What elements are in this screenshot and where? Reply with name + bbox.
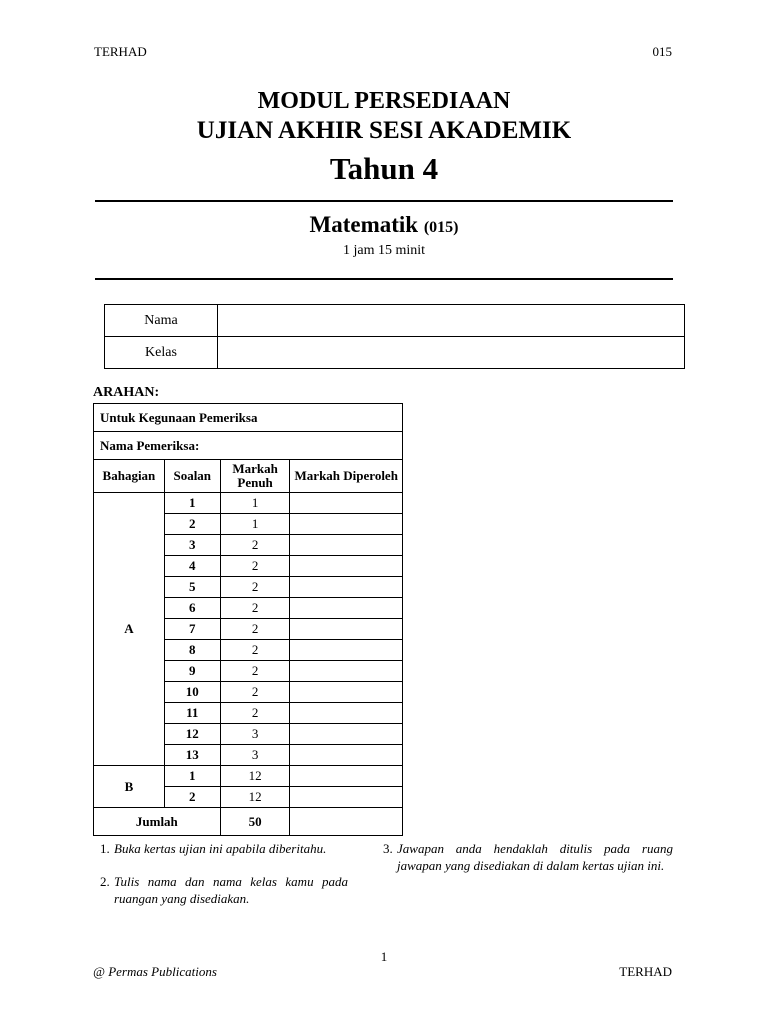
- table-row: [94, 766, 403, 787]
- duration: 1 jam 15 minit: [342, 243, 426, 258]
- instruction-number: 2.: [100, 874, 110, 889]
- header-soalan: Soalan: [164, 460, 220, 493]
- full-marks: 2: [220, 556, 290, 577]
- student-id-table: [104, 304, 685, 369]
- class-label: Kelas: [105, 337, 218, 369]
- total-value: 50: [220, 808, 290, 836]
- footer-classification: TERHAD: [619, 964, 672, 979]
- subject-name: Matematik: [309, 212, 419, 237]
- class-row: [105, 337, 685, 369]
- full-marks: 2: [220, 640, 290, 661]
- question-number: 5: [164, 577, 220, 598]
- obtained-marks-cell[interactable]: [290, 766, 403, 787]
- question-number: 10: [164, 682, 220, 703]
- obtained-marks-cell[interactable]: [290, 661, 403, 682]
- name-row: [105, 305, 685, 337]
- full-marks: 2: [220, 535, 290, 556]
- question-number: 12: [164, 724, 220, 745]
- name-label: Nama: [105, 305, 218, 337]
- question-number: 3: [164, 535, 220, 556]
- obtained-marks-cell[interactable]: [290, 493, 403, 514]
- full-marks: 3: [220, 724, 290, 745]
- instruction-3: [383, 840, 673, 874]
- full-marks: 12: [220, 787, 290, 808]
- obtained-marks-cell[interactable]: [290, 514, 403, 535]
- header-bahagian: Bahagian: [94, 460, 165, 493]
- title-line-1: MODUL PERSEDIAAN: [257, 88, 511, 114]
- question-number: 4: [164, 556, 220, 577]
- question-number: 1: [164, 766, 220, 787]
- divider-bottom: [95, 278, 673, 280]
- obtained-marks-cell[interactable]: [290, 682, 403, 703]
- question-number: 6: [164, 598, 220, 619]
- instruction-text: Buka kertas ujian ini apabila diberitahu.: [114, 841, 327, 856]
- total-obtained-cell[interactable]: [290, 808, 403, 836]
- question-number: 8: [164, 640, 220, 661]
- divider-top: [95, 200, 673, 202]
- full-marks: 2: [220, 661, 290, 682]
- name-field[interactable]: [218, 305, 685, 337]
- obtained-marks-cell[interactable]: [290, 745, 403, 766]
- title-year: Tahun 4: [329, 151, 439, 186]
- page-number: 1: [380, 949, 388, 964]
- obtained-marks-cell[interactable]: [290, 577, 403, 598]
- publisher: @ Permas Publications: [93, 964, 217, 979]
- examiner-use-caption: Untuk Kegunaan Pemeriksa: [94, 404, 403, 432]
- obtained-marks-cell[interactable]: [290, 640, 403, 661]
- full-marks: 12: [220, 766, 290, 787]
- total-label: Jumlah: [94, 808, 221, 836]
- full-marks: 2: [220, 682, 290, 703]
- question-number: 7: [164, 619, 220, 640]
- question-number: 2: [164, 514, 220, 535]
- instruction-1: [100, 840, 348, 857]
- section-a-label: A: [94, 493, 165, 766]
- question-number: 13: [164, 745, 220, 766]
- instruction-2: [100, 873, 348, 907]
- section-b-label: B: [94, 766, 165, 808]
- table-row: [94, 493, 403, 514]
- obtained-marks-cell[interactable]: [290, 535, 403, 556]
- instruction-text: Tulis nama dan nama kelas kamu pada ruangan yang disediakan.: [114, 874, 348, 906]
- title-line-2: UJIAN AKHIR SESI AKADEMIK: [196, 117, 572, 144]
- full-marks: 2: [220, 703, 290, 724]
- obtained-marks-cell[interactable]: [290, 787, 403, 808]
- question-number: 1: [164, 493, 220, 514]
- question-number: 9: [164, 661, 220, 682]
- examiner-name: Nama Pemeriksa:: [94, 432, 403, 460]
- instruction-text: Jawapan anda hendaklah ditulis pada ruang jawapan yang disediakan di dalam kertas ujian ini.: [397, 841, 673, 873]
- obtained-marks-cell[interactable]: [290, 556, 403, 577]
- full-marks: 2: [220, 619, 290, 640]
- total-row: [94, 808, 403, 836]
- class-field[interactable]: [218, 337, 685, 369]
- obtained-marks-cell[interactable]: [290, 724, 403, 745]
- obtained-marks-cell[interactable]: [290, 619, 403, 640]
- full-marks: 2: [220, 577, 290, 598]
- instruction-number: 1.: [100, 841, 110, 856]
- full-marks: 1: [220, 514, 290, 535]
- header-paper-code: 015: [652, 44, 672, 59]
- question-number: 2: [164, 787, 220, 808]
- instruction-number: 3.: [383, 841, 393, 856]
- header-markah-diperoleh: Markah Diperoleh: [290, 460, 403, 493]
- question-number: 11: [164, 703, 220, 724]
- marks-table: [93, 403, 403, 836]
- obtained-marks-cell[interactable]: [290, 598, 403, 619]
- subject-code: (015): [423, 219, 459, 236]
- header-markah-penuh: Markah Penuh: [220, 460, 290, 493]
- obtained-marks-cell[interactable]: [290, 703, 403, 724]
- subject-title: [0, 212, 768, 238]
- full-marks: 1: [220, 493, 290, 514]
- header-classification: TERHAD: [94, 44, 147, 59]
- full-marks: 3: [220, 745, 290, 766]
- full-marks: 2: [220, 598, 290, 619]
- instructions-heading: ARAHAN:: [93, 385, 160, 400]
